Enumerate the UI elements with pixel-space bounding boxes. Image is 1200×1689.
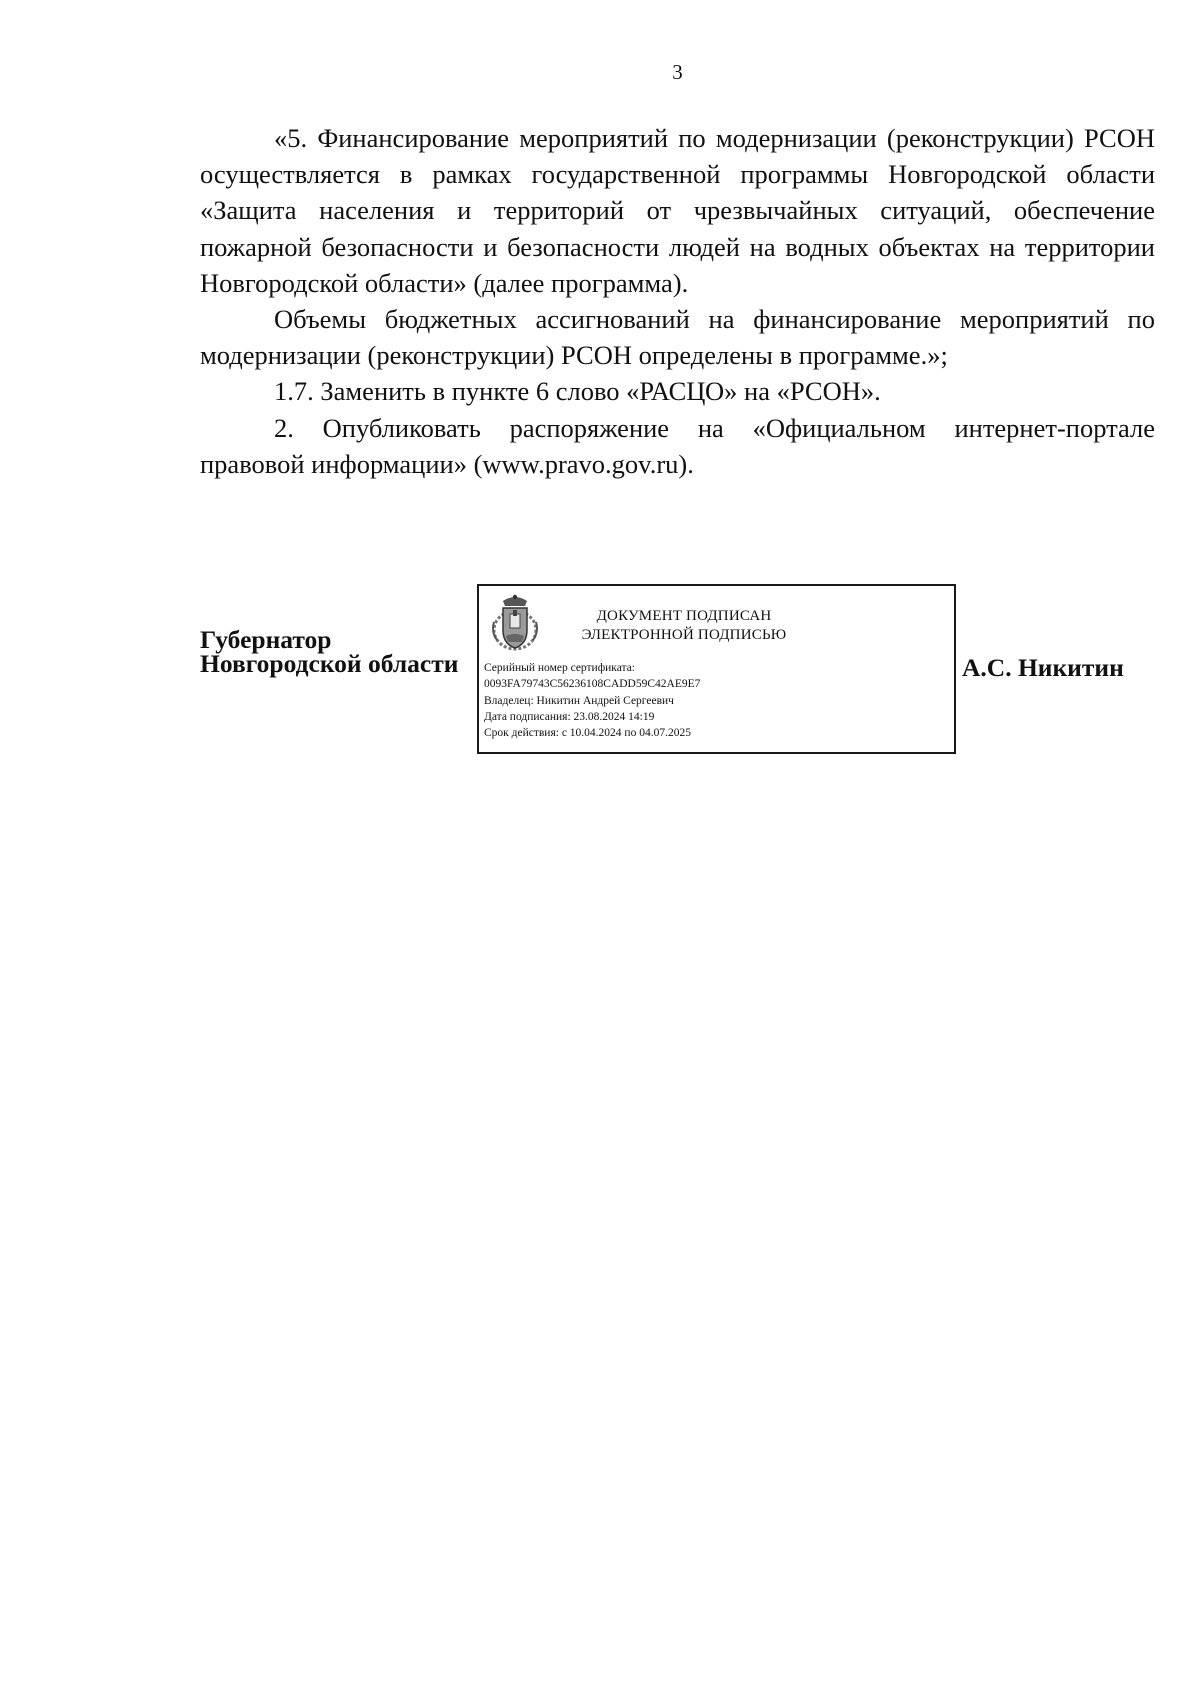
stamp-heading-line1: ДОКУМЕНТ ПОДПИСАН [596,608,772,624]
certificate-serial-label: Серийный номер сертификата: [484,662,635,674]
stamp-heading-line2: ЭЛЕКТРОННОЙ ПОДПИСЬЮ [581,627,787,643]
document-body [200,120,1155,482]
paragraph-item-1-7: 1.7. Заменить в пункте 6 слово «РАСЦО» на «РСОН». [274,376,881,407]
page-number: 3 [672,60,683,84]
signing-date: Дата подписания: 23.08.2024 14:19 [484,710,655,723]
paragraph-item-2: 2. Опубликовать распоряжение на «Официальном интернет-портале правовой информации» (www.pravo.gov.ru). [200,412,1155,479]
paragraph-financing: «5. Финансирование мероприятий по модернизации (реконструкции) РСОН осуществляется в рамках государственной программы Новгородской области «Защита населения и территорий от чрезвычайных ситуаций, обеспечение пожарной безопасности и безопасности людей на водных объектах на территории Новгородской области» (далее программа). [200,123,1155,298]
stamp-details [484,660,700,741]
signatory-title-line2: Новгородской области [200,649,459,678]
paragraph-budget: Объемы бюджетных ассигнований на финансирование мероприятий по модернизации (реконструкции) РСОН определены в программе.»; [200,304,1155,371]
stamp-heading [559,607,809,645]
certificate-owner: Владелец: Никитин Андрей Сергеевич [484,694,674,707]
certificate-serial-value: 0093FA79743C56236108CADD59C42AE9E7 [484,678,701,691]
signatory-title [200,625,459,678]
certificate-validity: Срок действия: с 10.04.2024 по 04.07.2025 [484,727,691,740]
coat-of-arms-icon [489,592,541,652]
electronic-signature-stamp [477,584,956,754]
signatory-title-line1: Губернатор [200,625,332,654]
signatory-name: А.С. Никитин [962,653,1124,682]
